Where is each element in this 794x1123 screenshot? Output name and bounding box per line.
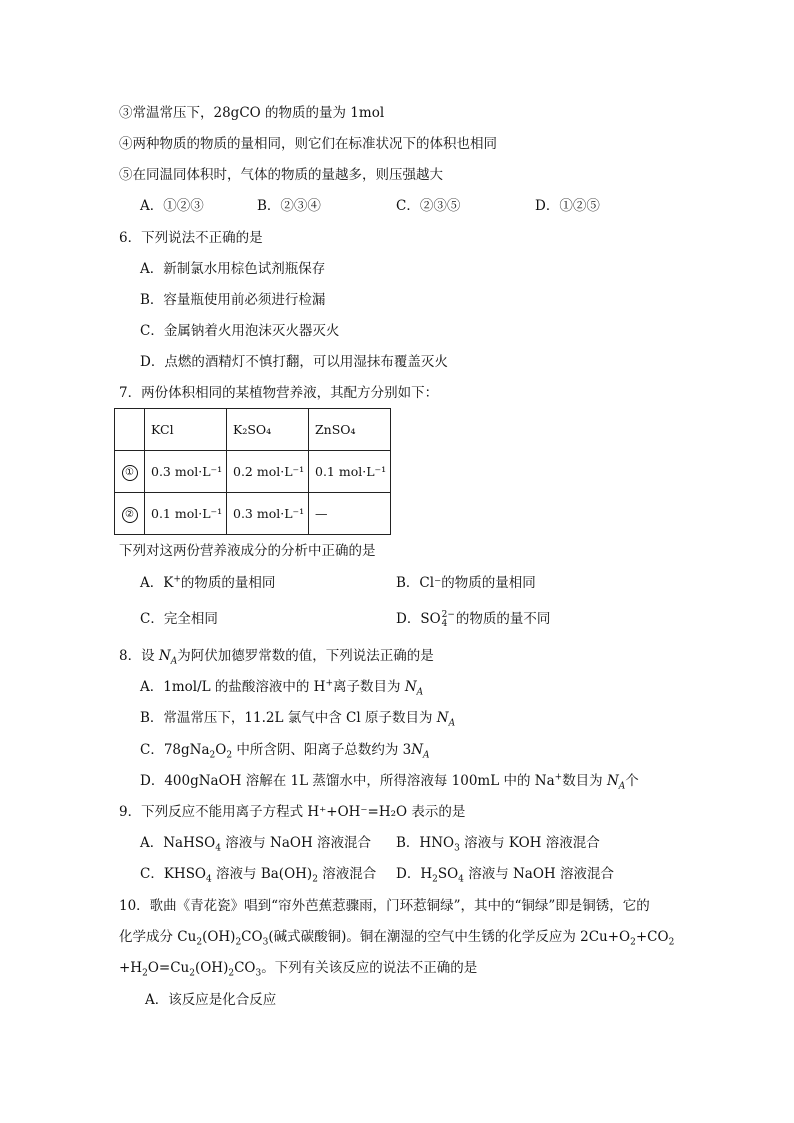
q6-option-d[interactable]: D．点燃的酒精灯不慎打翻，可以用湿抹布覆盖灭火 [140, 354, 448, 370]
question-7: 7．两份体积相同的某植物营养液，其配方分别如下： [119, 385, 439, 401]
question-8: 8．设 $N_A$为阿伏加德罗常数的值，下列说法正确的是 [119, 648, 434, 667]
q7-option-c[interactable]: C．完全相同 [140, 611, 218, 627]
q6-option-a[interactable]: A．新制氯水用棕色试剂瓶保存 [140, 261, 326, 277]
question-10-line-1: 10．歌曲《青花瓷》唱到“帘外芭蕉惹骤雨，门环惹铜绿”，其中的“铜绿”即是铜锈，它的 [119, 898, 650, 914]
q5-option-a[interactable]: A．①②③ [140, 198, 204, 214]
table-row [115, 493, 391, 535]
q10-option-a[interactable]: A．该反应是化合反应 [145, 992, 277, 1008]
row-label: ② [115, 493, 145, 535]
nutrient-table [114, 408, 391, 535]
question-10-line-2: 化学成分 $Cu_2(OH)_2CO_3$(碱式碳酸铜)。铜在潮湿的空气中生锈的化学反应为 $2Cu+O_2+CO_2$ [119, 929, 675, 948]
table-cell: 0.1 mol·L⁻¹ [145, 493, 227, 535]
table-corner-cell [115, 409, 145, 451]
q7-option-d[interactable]: D．SO 2− 4 的物质的量不同 [396, 609, 551, 629]
q9-option-c[interactable]: C．$KHSO_4$ 溶液与 $Ba(OH)_2$ 溶液混合 [140, 866, 377, 885]
q8-option-a[interactable]: A．1mol/L 的盐酸溶液中的 H+离子数目为 $N_A$ [140, 678, 424, 698]
q5-option-c[interactable]: C．②③⑤ [396, 198, 461, 214]
q6-option-b[interactable]: B．容量瓶使用前必须进行检漏 [140, 292, 326, 308]
table-header-znso4: ZnSO₄ [309, 409, 391, 451]
q7-option-b[interactable]: B．Cl⁻的物质的量相同 [396, 575, 536, 591]
q9-option-a[interactable]: A．NaHSO$_4$ 溶液与 NaOH 溶液混合 [140, 835, 372, 854]
question-9: 9．下列反应不能用离子方程式 H⁺+OH⁻=H₂O 表示的是 [119, 804, 466, 820]
q8-option-d[interactable]: D．400gNaOH 溶解在 1L 蒸馏水中，所得溶液每 100mL 中的 Na+数目为 $N_A$个 [140, 772, 639, 792]
table-row [115, 451, 391, 493]
statement-5: ⑤在同温同体积时，气体的物质的量越多，则压强越大 [119, 167, 443, 183]
statement-4: ④两种物质的物质的量相同，则它们在标准状况下的体积也相同 [119, 136, 497, 152]
statement-3: ③常温常压下，28gCO 的物质的量为 1mol [119, 105, 385, 121]
table-cell: — [309, 493, 391, 535]
table-header-row [115, 409, 391, 451]
table-cell: 0.3 mol·L⁻¹ [145, 451, 227, 493]
q9-option-b[interactable]: B．$HNO_3$ 溶液与 KOH 溶液混合 [396, 835, 600, 854]
q8-option-c[interactable]: C．$78gNa_2O_2$ 中所含阴、阳离子总数约为 $3N_A$ [140, 742, 430, 761]
q5-option-b[interactable]: B．②③④ [257, 198, 321, 214]
q5-option-d[interactable]: D．①②⑤ [535, 198, 600, 214]
table-cell: 0.1 mol·L⁻¹ [309, 451, 391, 493]
q9-option-d[interactable]: D．$H_2SO_4$ 溶液与 NaOH 溶液混合 [396, 866, 614, 885]
table-cell: 0.2 mol·L⁻¹ [227, 451, 309, 493]
question-6: 6．下列说法不正确的是 [119, 230, 263, 246]
q8-option-b[interactable]: B．常温常压下，11.2L 氯气中含 Cl 原子数目为 $N_A$ [140, 710, 456, 729]
q7-option-a[interactable]: A．K+的物质的量相同 [140, 574, 276, 591]
table-header-kcl: KCl [145, 409, 227, 451]
table-cell: 0.3 mol·L⁻¹ [227, 493, 309, 535]
table-header-k2so4: K₂SO₄ [227, 409, 309, 451]
q6-option-c[interactable]: C．金属钠着火用泡沫灭火器灭火 [140, 323, 340, 339]
row-label: ① [115, 451, 145, 493]
question-7-stem: 下列对这两份营养液成分的分析中正确的是 [119, 543, 376, 559]
question-10-line-3: $+H_2O=Cu_2(OH)_2CO_3$。下列有关该反应的说法不正确的是 [119, 960, 478, 979]
